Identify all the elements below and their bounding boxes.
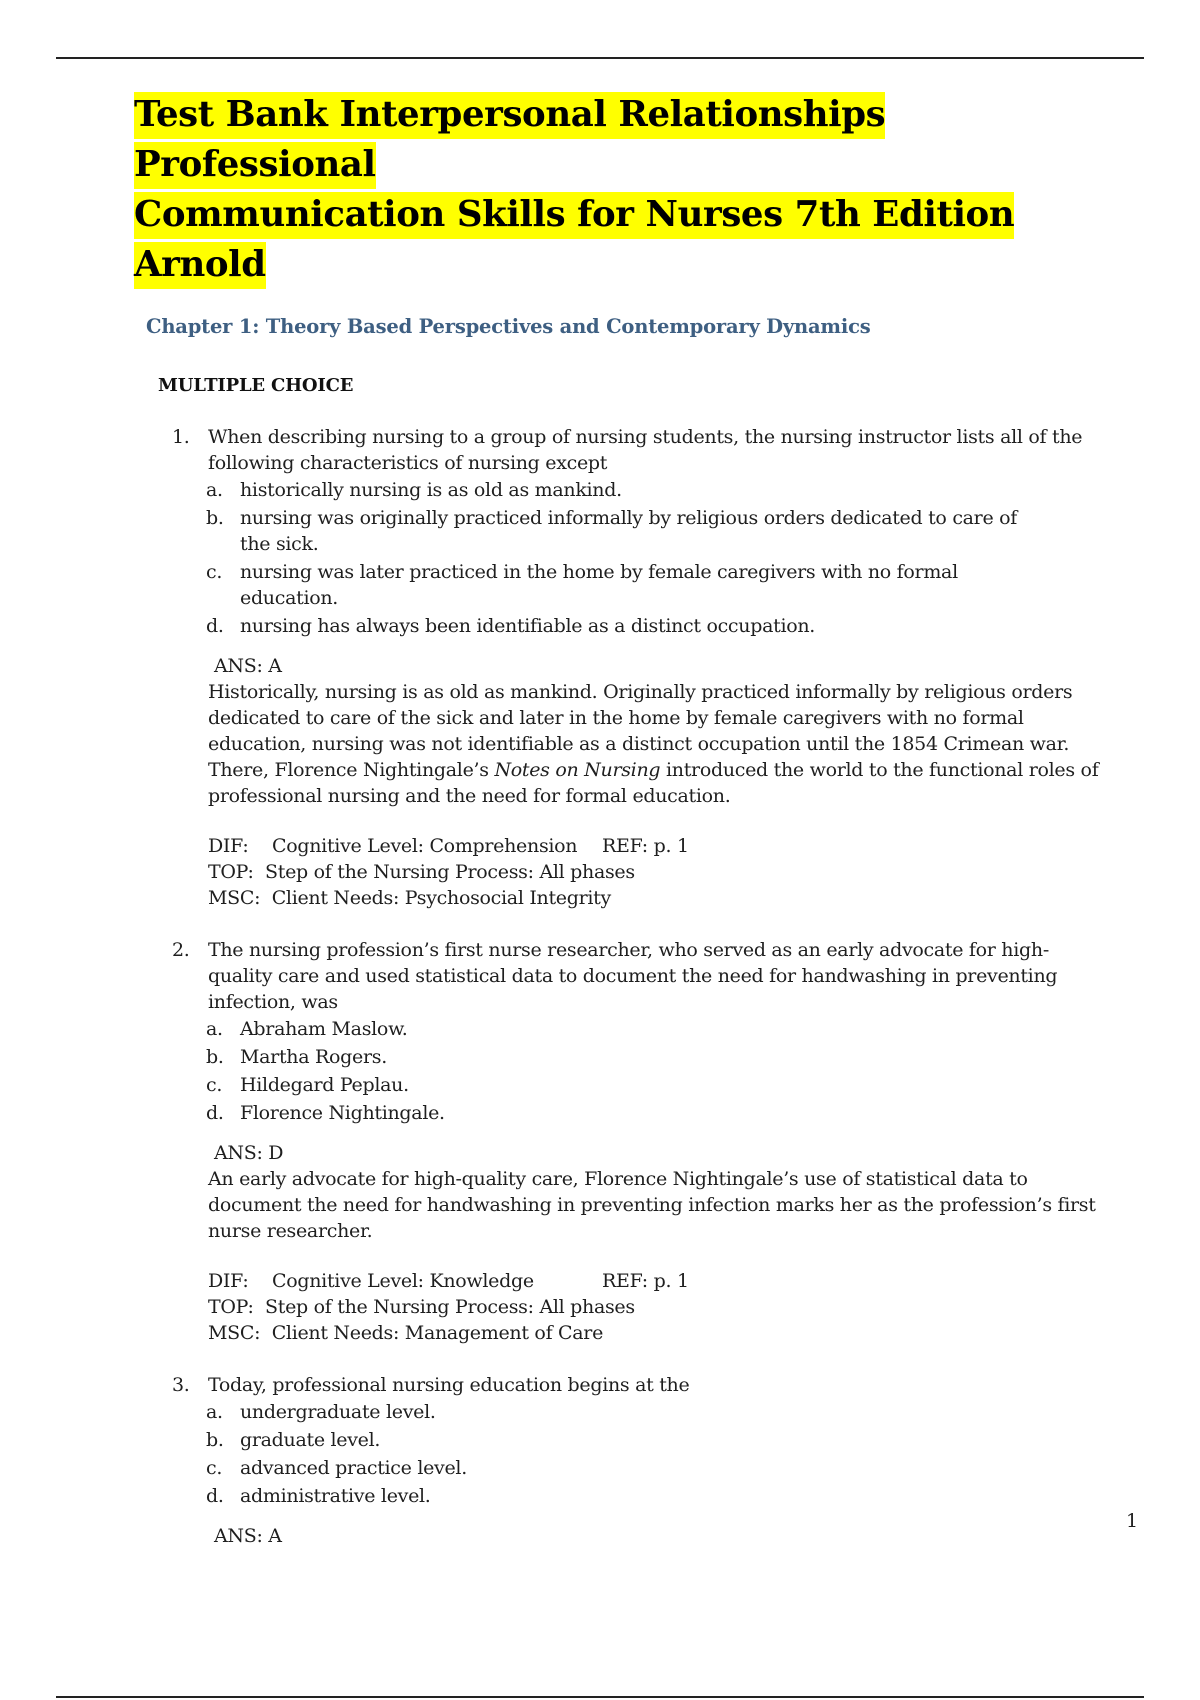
option-text: Hildegard Peplau. — [240, 1074, 409, 1096]
option-letter: a. — [206, 1401, 223, 1423]
dif-value: Cognitive Level: Comprehension — [272, 835, 578, 857]
dif-value: Cognitive Level: Knowledge — [272, 1270, 534, 1292]
ref-value: REF: p. 1 — [602, 1270, 689, 1292]
ref-value: REF: p. 1 — [602, 835, 689, 857]
question-number: 1. — [172, 426, 190, 448]
rationale-text: Historically, nursing is as old as mankind. Originally practiced informally by religious orders dedicated to care of the sick and later in the home by female caregivers with no formal education, nursing was not identifiable as a distinct occupation until the 1854 Crimean war. There, Florence Nightingale’s — [208, 681, 1073, 781]
option-a — [208, 1399, 1020, 1425]
answer-options — [208, 1399, 1088, 1509]
option-a — [208, 477, 1020, 503]
rationale-text: An early advocate for high-quality care, Florence Nightingale’s use of statistical data to document the need for handwashing in preventing infection marks her as the profession’s first nurse researcher. — [208, 1168, 1096, 1242]
answer-options — [208, 477, 1088, 639]
option-letter: c. — [206, 1457, 223, 1479]
option-d — [208, 1483, 1020, 1509]
question-2 — [172, 937, 1096, 1346]
msc-row: MSC: Client Needs: Management of Care — [208, 1322, 604, 1344]
option-c — [208, 1072, 1020, 1098]
option-text: nursing was originally practiced informally by religious orders dedicated to care of the sick. — [240, 507, 1018, 555]
option-b — [208, 505, 1020, 557]
topic-row: TOP: Step of the Nursing Process: All phases — [208, 861, 635, 883]
option-text: nursing was later practiced in the home by female caregivers with no formal education. — [240, 561, 958, 609]
rationale-text-end: introduced the world to the functional roles of professional nursing and the need for formal education. — [208, 759, 1099, 807]
option-text: graduate level. — [240, 1429, 381, 1451]
option-a — [208, 1016, 1020, 1042]
option-letter: a. — [206, 479, 223, 501]
option-letter: a. — [206, 1018, 223, 1040]
dif-label: DIF: — [208, 1270, 249, 1292]
document-title — [134, 90, 1124, 290]
answer-key: ANS: A — [214, 655, 282, 677]
option-d — [208, 613, 1020, 639]
title-line-1: Test Bank Interpersonal Relationships Professional — [134, 92, 885, 189]
page-number: 1 — [1126, 1510, 1139, 1532]
difficulty-row — [208, 1268, 1088, 1294]
option-d — [208, 1100, 1020, 1126]
answer-options — [208, 1016, 1088, 1126]
option-letter: b. — [206, 1429, 224, 1451]
option-text: Abraham Maslow. — [240, 1018, 408, 1040]
option-text: advanced practice level. — [240, 1457, 467, 1479]
option-c — [208, 559, 1020, 611]
chapter-heading: Chapter 1: Theory Based Perspectives and Contemporary Dynamics — [146, 315, 871, 338]
answer-key: ANS: D — [214, 1142, 284, 1164]
rationale — [208, 679, 1108, 809]
question-stem: The nursing profession’s first nurse researcher, who served as an early advocate for high-quality care and used statistical data to document the need for handwashing in preventing infection, was — [208, 939, 1058, 1013]
option-text: administrative level. — [240, 1485, 431, 1507]
option-c — [208, 1455, 1020, 1481]
option-text: Florence Nightingale. — [240, 1102, 445, 1124]
question-stem: Today, professional nursing education begins at the — [208, 1374, 690, 1396]
answer-key: ANS: A — [214, 1525, 282, 1547]
title-line-2: Communication Skills for Nurses 7th Edition Arnold — [134, 192, 1014, 289]
top-rule — [56, 57, 1144, 59]
difficulty-row — [208, 833, 1088, 859]
option-text: undergraduate level. — [240, 1401, 436, 1423]
option-letter: d. — [206, 1102, 224, 1124]
question-1 — [172, 424, 1099, 911]
msc-row: MSC: Client Needs: Psychosocial Integrity — [208, 887, 611, 909]
option-letter: b. — [206, 507, 224, 529]
option-text: Martha Rogers. — [240, 1046, 387, 1068]
option-b — [208, 1044, 1020, 1070]
option-b — [208, 1427, 1020, 1453]
option-text: nursing has always been identifiable as a distinct occupation. — [240, 615, 816, 637]
question-number: 3. — [172, 1374, 190, 1396]
question-3 — [172, 1372, 1088, 1549]
rationale — [208, 1166, 1108, 1244]
topic-row: TOP: Step of the Nursing Process: All phases — [208, 1296, 635, 1318]
option-letter: d. — [206, 1485, 224, 1507]
rationale-book-title: Notes on Nursing — [494, 759, 661, 781]
question-metadata — [208, 1268, 1088, 1346]
question-number: 2. — [172, 939, 190, 961]
question-stem: When describing nursing to a group of nursing students, the nursing instructor lists all of the following characteristics of nursing except — [208, 426, 1083, 474]
option-letter: b. — [206, 1046, 224, 1068]
dif-label: DIF: — [208, 835, 249, 857]
question-metadata — [208, 833, 1088, 911]
option-letter: d. — [206, 615, 224, 637]
option-text: historically nursing is as old as mankind. — [240, 479, 622, 501]
section-heading: MULTIPLE CHOICE — [158, 375, 354, 396]
bottom-rule — [56, 1696, 1144, 1698]
option-letter: c. — [206, 1074, 223, 1096]
option-letter: c. — [206, 561, 223, 583]
page-content — [134, 90, 1124, 1549]
